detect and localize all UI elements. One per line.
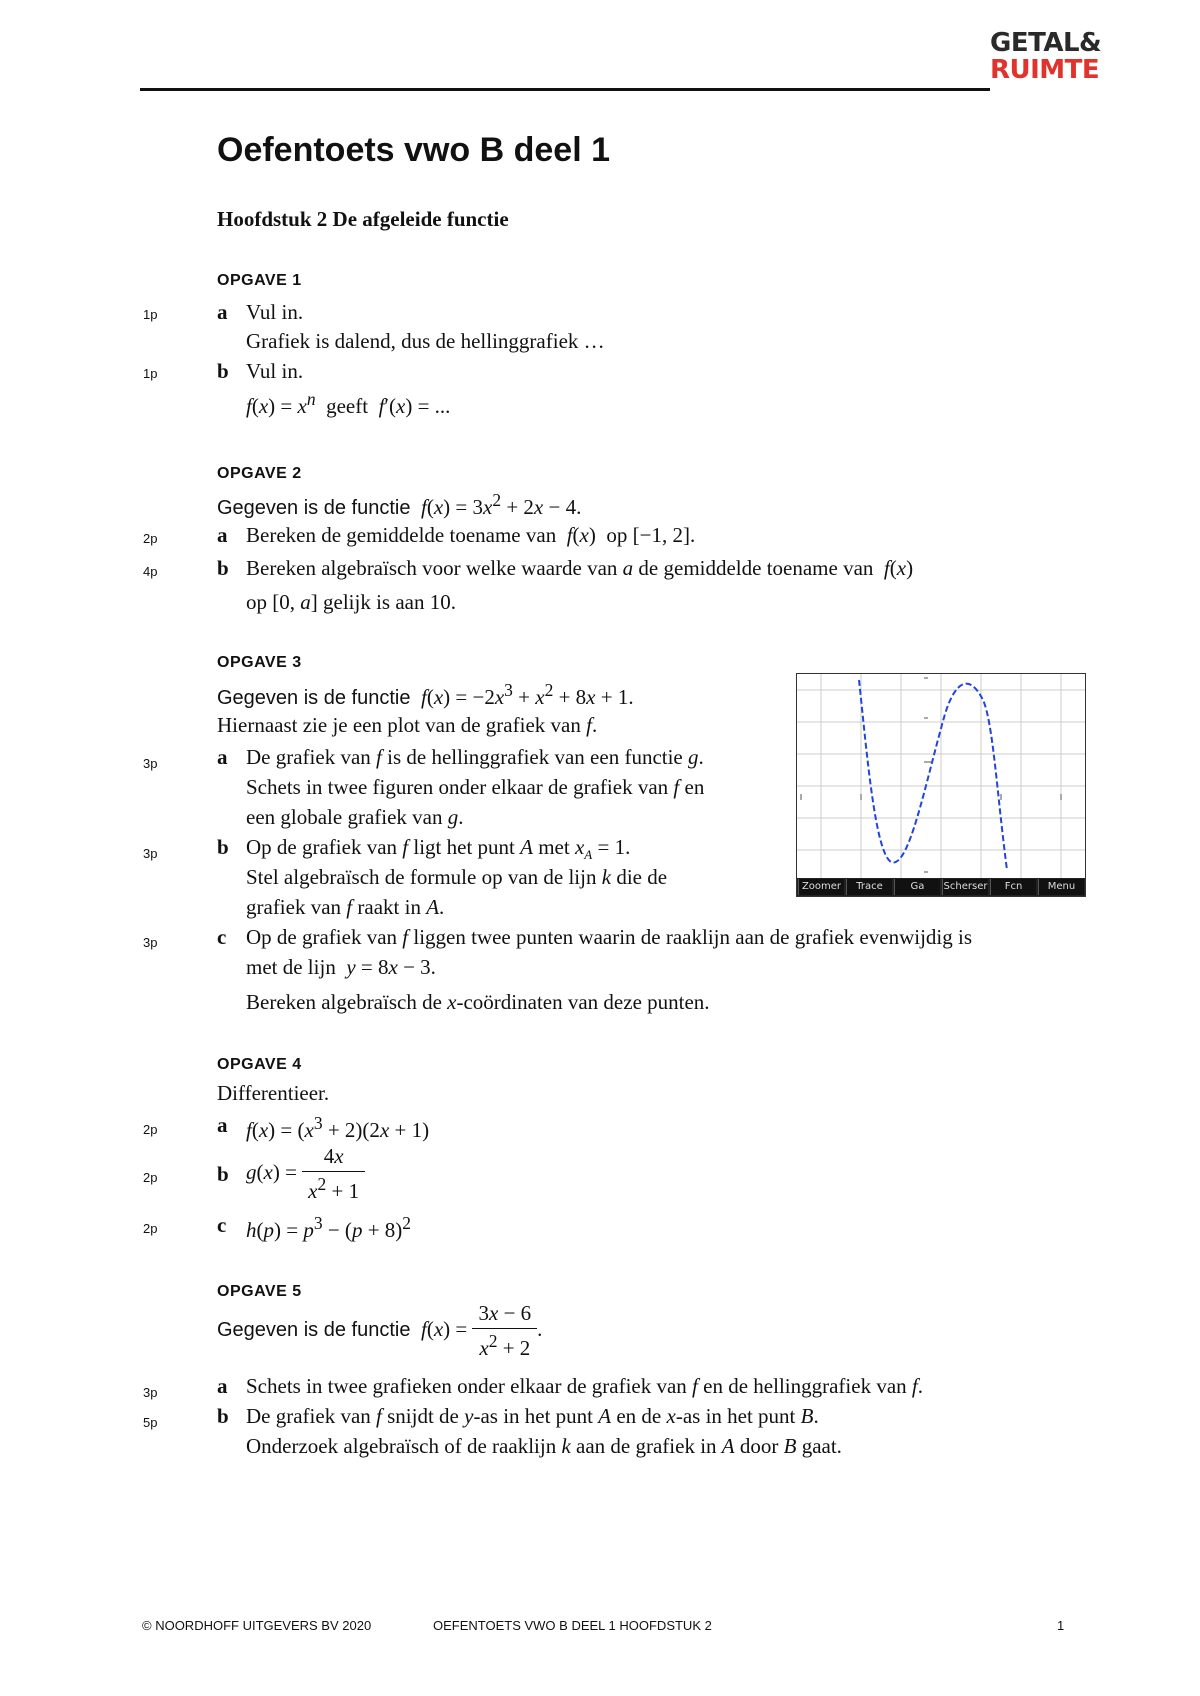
points-4b: 2p <box>143 1170 158 1185</box>
opgave-1-header: OPGAVE 1 <box>217 272 302 289</box>
calc-menu-zoomer[interactable]: Zoomer <box>798 879 844 895</box>
letter-4a: a <box>217 1113 228 1137</box>
letter-5b: b <box>217 1404 229 1428</box>
getal-ruimte-logo <box>990 30 1101 84</box>
footer-copyright: © NOORDHOFF UITGEVERS BV 2020 <box>142 1618 372 1633</box>
opgave-3c-line2: met de lijn y = 8x − 3. <box>246 955 436 979</box>
page-title: Oefentoets vwo B deel 1 <box>217 131 610 169</box>
letter-2b: b <box>217 556 229 580</box>
letter-3c: c <box>217 925 227 949</box>
points-4a: 2p <box>143 1122 158 1137</box>
points-1b: 1p <box>143 366 158 381</box>
opgave-3-header: OPGAVE 3 <box>217 654 302 671</box>
logo-line-1: GETAL& <box>990 28 1102 58</box>
opgave-3a-line1: De grafiek van f is de hellinggrafiek van een functie g. <box>246 745 704 769</box>
letter-2a: a <box>217 523 228 547</box>
opgave-3b-line2: Stel algebraïsch de formule op van de lijn k die de <box>246 865 668 889</box>
points-5a: 3p <box>143 1385 158 1400</box>
opgave-2b-line2: op [0, a] gelijk is aan 10. <box>246 590 456 614</box>
opgave-4a-formula: $f(x) = (x^3 + 2)(2x + 1)$ <box>246 1113 430 1142</box>
letter-1a: a <box>217 300 228 324</box>
letter-4b: b <box>217 1162 229 1186</box>
points-3b: 3p <box>143 846 158 861</box>
letter-5a: a <box>217 1374 228 1398</box>
plot-axis-ticks <box>801 678 1061 872</box>
opgave-5a-text: Schets in twee grafieken onder elkaar de grafiek van f en de hellinggrafiek van f. <box>246 1374 923 1398</box>
opgave-1a-line2: Grafiek is dalend, dus de hellinggrafiek … <box>246 329 605 353</box>
calc-menu-scherm[interactable]: Scherser <box>942 879 988 895</box>
header-rule <box>140 88 990 91</box>
letter-3b: b <box>217 835 229 859</box>
opgave-3b-line1: Op de grafiek van f ligt het punt A met $x_A = 1$. <box>246 835 631 863</box>
points-2a: 2p <box>143 531 158 546</box>
opgave-3-plot-line: Hiernaast zie je een plot van de grafiek van f. <box>217 713 598 737</box>
opgave-1b-line1: Vul in. <box>246 359 304 383</box>
calculator-plot <box>796 673 1086 897</box>
opgave-3a-line3: een globale grafiek van g. <box>246 805 464 829</box>
letter-4c: c <box>217 1213 227 1237</box>
opgave-5-intro: Gegeven is de functie f(x) = $\frac{3x - 6}{x^2 + 2}$ . <box>217 1301 543 1360</box>
opgave-5-header: OPGAVE 5 <box>217 1283 302 1300</box>
logo-line-2: RUIMTE <box>990 55 1100 85</box>
opgave-5b-line1: De grafiek van f snijdt de y-as in het punt A en de x-as in het punt B. <box>246 1404 819 1428</box>
opgave-2-header: OPGAVE 2 <box>217 465 302 482</box>
opgave-3b-line3: grafiek van f raakt in A. <box>246 895 445 919</box>
opgave-4c-formula: $h(p) = p^3 - (p + 8)^2$ <box>246 1213 412 1242</box>
footer-page-number: 1 <box>1057 1618 1065 1633</box>
opgave-3a-line2: Schets in twee figuren onder elkaar de grafiek van f en <box>246 775 705 799</box>
points-5b: 5p <box>143 1415 158 1430</box>
points-3a: 3p <box>143 756 158 771</box>
calc-menu-fcn[interactable]: Fcn <box>990 879 1036 895</box>
calc-menu-trace[interactable]: Trace <box>846 879 892 895</box>
chapter-heading: Hoofdstuk 2 De afgeleide functie <box>217 207 509 231</box>
opgave-2a-text: Bereken de gemiddelde toename van f(x) op [−1, 2]. <box>246 523 696 547</box>
opgave-1b-formula: $f(x) = x^n$ geeft f′(x) = ... <box>246 389 451 418</box>
opgave-2b-line1: Bereken algebraïsch voor welke waarde van a de gemiddelde toename van f(x) <box>246 556 914 580</box>
function-graph <box>859 680 1007 870</box>
letter-1b: b <box>217 359 229 383</box>
points-4c: 2p <box>143 1221 158 1236</box>
letter-3a: a <box>217 745 228 769</box>
opgave-4b-formula: g(x) = $\frac{4x}{x^2 + 1}$ <box>246 1144 365 1204</box>
opgave-3c-line3: Bereken algebraïsch de x-coördinaten van deze punten. <box>246 990 710 1014</box>
plot-area <box>797 674 1085 878</box>
opgave-3-intro: Gegeven is de functie $f(x) = -2x^3 + x^2 + 8x + 1$. <box>217 680 634 709</box>
points-3c: 3p <box>143 935 158 950</box>
opgave-4-intro: Differentieer. <box>217 1081 330 1105</box>
points-1a: 1p <box>143 307 158 322</box>
opgave-1a-line1: Vul in. <box>246 300 304 324</box>
plot-grid <box>797 674 1085 878</box>
calc-menu-ga[interactable]: Ga <box>894 879 940 895</box>
opgave-5b-line2: Onderzoek algebraïsch of de raaklijn k aan de grafiek in A door B gaat. <box>246 1434 842 1458</box>
calc-menu-menu[interactable]: Menu <box>1038 879 1084 895</box>
opgave-4-header: OPGAVE 4 <box>217 1056 302 1073</box>
opgave-2-intro: Gegeven is de functie $f(x) = 3x^2 + 2x - 4$. <box>217 490 582 519</box>
points-2b: 4p <box>143 564 158 579</box>
calculator-menu-bar <box>797 878 1085 896</box>
opgave-3c-line1: Op de grafiek van f liggen twee punten waarin de raaklijn aan de grafiek evenwijdig is <box>246 925 972 949</box>
footer-document: OEFENTOETS VWO B DEEL 1 HOOFDSTUK 2 <box>433 1618 712 1633</box>
